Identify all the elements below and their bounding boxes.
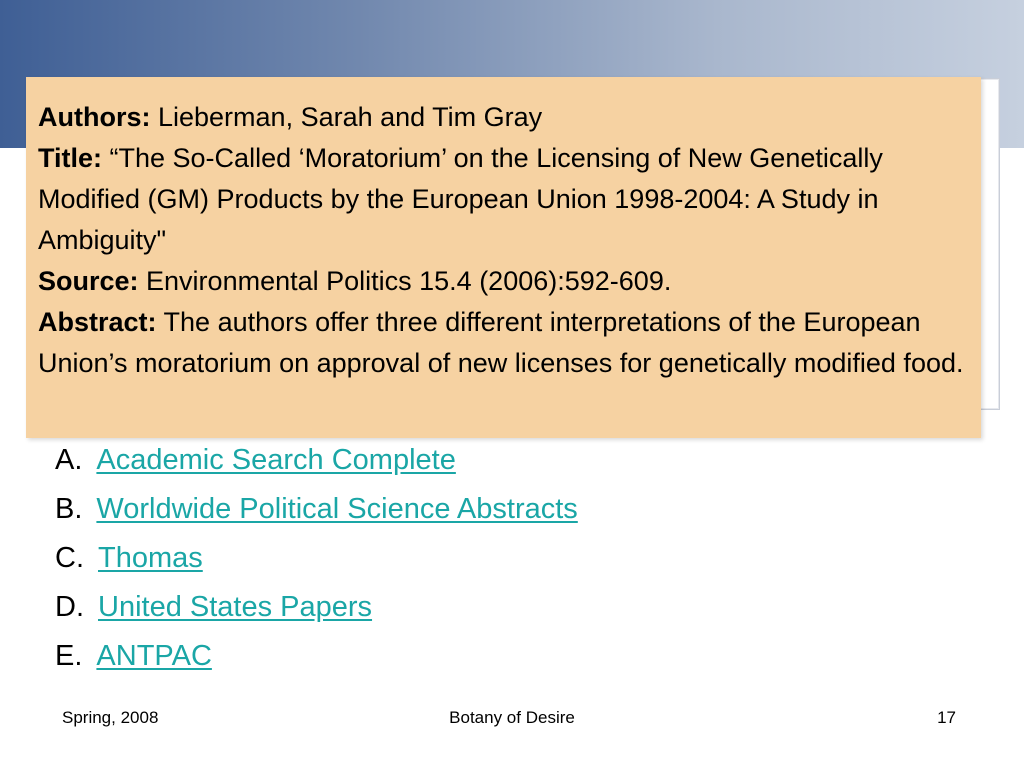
footer-date: Spring, 2008 (62, 708, 159, 727)
list-item (55, 632, 578, 681)
citation-authors (38, 97, 969, 138)
database-link-thomas[interactable]: Thomas (98, 542, 203, 574)
list-marker: B. (55, 493, 83, 525)
citation-callout (26, 77, 981, 438)
abstract-text: The authors offer three different interpretations of the European Union’s moratorium on approval of new licenses for genetically modified food. (38, 307, 964, 378)
database-link-united-states-papers[interactable]: United States Papers (98, 591, 373, 623)
list-marker: C. (55, 542, 84, 574)
abstract-label: Abstract: (38, 307, 157, 337)
database-link-antpac[interactable]: ANTPAC (96, 640, 212, 672)
list-item (55, 436, 578, 485)
title-label: Title: (38, 143, 103, 173)
footer-page-number: 17 (937, 708, 956, 727)
footer-title: Botany of Desire (449, 708, 575, 727)
list-item (55, 534, 578, 583)
title-text: “The So-Called ‘Moratorium’ on the Licensing of New Genetically Modified (GM) Products by the European Union 1998-2004: A Study in Ambiguity" (38, 143, 883, 255)
authors-label: Authors: (38, 102, 151, 132)
source-text: Environmental Politics 15.4 (2006):592-609. (138, 266, 672, 296)
citation-source (38, 261, 969, 302)
list-item (55, 583, 578, 632)
database-list (55, 436, 578, 681)
list-marker: A. (55, 444, 83, 476)
list-item (55, 485, 578, 534)
list-marker: D. (55, 591, 84, 623)
database-link-worldwide-political-science-abstracts[interactable]: Worldwide Political Science Abstracts (96, 493, 578, 525)
citation-title (38, 138, 969, 261)
source-label: Source: (38, 266, 139, 296)
list-marker: E. (55, 640, 83, 672)
authors-text: Lieberman, Sarah and Tim Gray (150, 102, 543, 132)
citation-abstract (38, 302, 969, 384)
database-link-academic-search-complete[interactable]: Academic Search Complete (96, 444, 456, 476)
